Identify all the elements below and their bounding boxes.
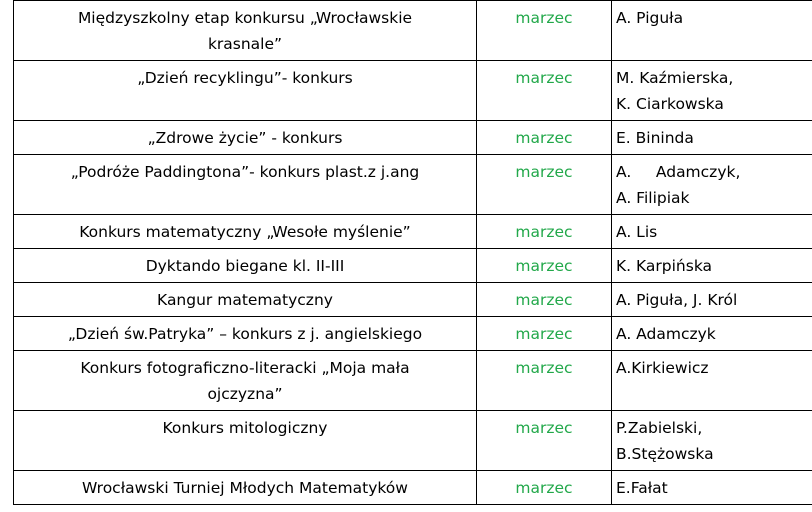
month-cell: marzec xyxy=(477,1,612,61)
person-text: B.Stężowska xyxy=(616,445,714,463)
table-row xyxy=(14,283,812,317)
person-cell xyxy=(612,121,812,155)
event-text: Konkurs matematyczny „Wesołe myślenie” xyxy=(79,223,411,241)
event-cell xyxy=(14,121,477,155)
event-text: „Podróże Paddingtona”- konkurs plast.z j.ang xyxy=(70,163,420,181)
person-cell xyxy=(612,411,812,471)
event-cell xyxy=(14,471,477,505)
table-row xyxy=(14,249,812,283)
event-cell xyxy=(14,249,477,283)
contest-schedule-table xyxy=(13,0,812,505)
event-cell xyxy=(14,317,477,351)
person-text: A. Filipiak xyxy=(616,189,690,207)
event-cell xyxy=(14,155,477,215)
person-cell xyxy=(612,249,812,283)
table-row xyxy=(14,351,812,411)
person-text: A. Lis xyxy=(616,223,658,241)
table-row xyxy=(14,215,812,249)
month-cell: marzec xyxy=(477,283,612,317)
person-cell xyxy=(612,471,812,505)
month-cell: marzec xyxy=(477,351,612,411)
person-text: A. Adamczyk, xyxy=(616,163,741,181)
month-cell: marzec xyxy=(477,121,612,155)
person-text: A. Adamczyk xyxy=(616,325,716,343)
event-cell xyxy=(14,1,477,61)
event-text: krasnale” xyxy=(207,35,283,53)
table-row xyxy=(14,411,812,471)
table-row xyxy=(14,1,812,61)
person-cell xyxy=(612,1,812,61)
event-text: „Dzień św.Patryka” – konkurs z j. angielskiego xyxy=(67,325,423,343)
event-text: „Dzień recyklingu”- konkurs xyxy=(137,69,353,87)
event-text: „Zdrowe życie” - konkurs xyxy=(147,129,343,147)
table-row xyxy=(14,471,812,505)
event-text: Dyktando biegane kl. II-III xyxy=(145,257,345,275)
table-row xyxy=(14,317,812,351)
person-text: P.Zabielski, xyxy=(616,419,703,437)
person-cell xyxy=(612,283,812,317)
person-text: A. Piguła xyxy=(616,9,684,27)
month-cell: marzec xyxy=(477,411,612,471)
month-cell: marzec xyxy=(477,249,612,283)
event-cell xyxy=(14,61,477,121)
event-text: Konkurs fotograficzno-literacki „Moja mała xyxy=(80,359,410,377)
schedule-table-wrapper xyxy=(13,0,812,505)
event-cell xyxy=(14,411,477,471)
person-text: E.Fałat xyxy=(616,479,668,497)
table-row xyxy=(14,121,812,155)
event-cell xyxy=(14,283,477,317)
table-row xyxy=(14,61,812,121)
month-cell: marzec xyxy=(477,61,612,121)
event-text: Wrocławski Turniej Młodych Matematyków xyxy=(82,479,408,497)
person-text: K. Karpińska xyxy=(616,257,713,275)
month-cell: marzec xyxy=(477,155,612,215)
event-cell xyxy=(14,215,477,249)
event-text: Kangur matematyczny xyxy=(157,291,333,309)
table-row xyxy=(14,155,812,215)
person-text: A. Piguła, J. Król xyxy=(616,291,738,309)
person-cell xyxy=(612,61,812,121)
event-text: Międzyszkolny etap konkursu „Wrocławskie xyxy=(77,9,413,27)
event-cell xyxy=(14,351,477,411)
person-cell xyxy=(612,317,812,351)
person-cell xyxy=(612,215,812,249)
person-cell xyxy=(612,351,812,411)
person-text: E. Bininda xyxy=(616,129,694,147)
person-text: K. Ciarkowska xyxy=(616,95,724,113)
month-cell: marzec xyxy=(477,215,612,249)
event-text: Konkurs mitologiczny xyxy=(162,419,328,437)
event-text: ojczyzna” xyxy=(207,385,283,403)
month-cell: marzec xyxy=(477,317,612,351)
person-text: M. Kaźmierska, xyxy=(616,69,734,87)
person-text: A.Kirkiewicz xyxy=(616,359,709,377)
person-cell xyxy=(612,155,812,215)
month-cell: marzec xyxy=(477,471,612,505)
